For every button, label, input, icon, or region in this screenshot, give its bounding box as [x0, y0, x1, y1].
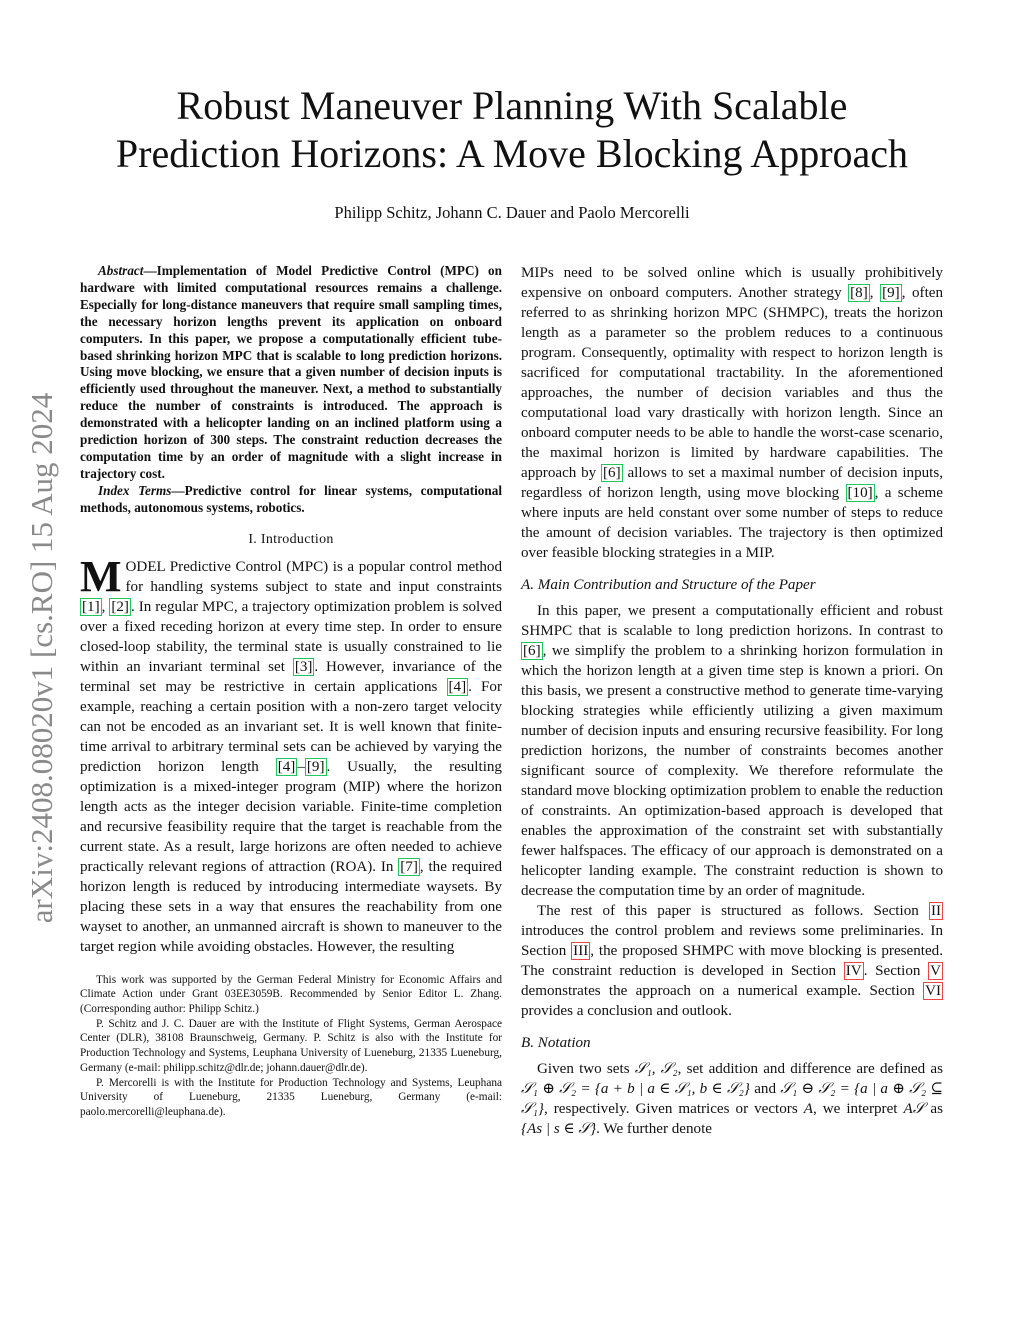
citation-link[interactable]: [4]	[448, 678, 467, 695]
body-text: . We further denote	[596, 1121, 712, 1137]
body-text: and	[749, 1081, 781, 1097]
citation-link[interactable]: [3]	[294, 658, 313, 675]
intro-text: ,	[101, 598, 110, 615]
body-text: introduces the control problem and reviews some preliminaries. In Section	[521, 923, 943, 959]
intro-text: –	[297, 758, 305, 775]
intro-text: . In regular MPC, a trajectory optimization problem is solved over a fixed receding horizon at every time step. In order to ensure closed-loop stability, the terminal state is usually constrained to lie within an invariant terminal set	[80, 598, 503, 675]
body-text: as	[924, 1101, 943, 1117]
body-text: , respectively. Given matrices or vectors	[543, 1101, 804, 1117]
citation-link[interactable]: [7]	[400, 858, 418, 875]
body-text: , a scheme where inputs are held constant over some number of steps to reduce the amount of decision variables. The trajectory is then optimized over feasible blocking strategies in a MIP.	[521, 485, 943, 561]
section-link[interactable]: IV	[845, 963, 862, 979]
body-text: , the proposed SHMPC with move blocking is presented. The constraint reduction is developed in Section	[521, 943, 943, 979]
citation-link[interactable]: [1]	[82, 598, 100, 615]
abstract-text: —Implementation of Model Predictive Control (MPC) on hardware with limited computational resources remains a challenge. Especially for long-distance maneuvers that require small sampling times, the necessary horizon lengths prevent its application on onboard computers. In this paper, we propose a computationally efficient tube-based shrinking horizon MPC that is scalable to long prediction horizons. Using move blocking, we ensure that a given number of decision inputs is efficiently used throughout the maneuver. Next, a method to substantially reduce the number of constraints is introduced. The approach is demonstrated with a helicopter landing on an inclined platform using a prediction horizon of 300 steps. The constraint reduction decreases the computation time by an order of magnitude with a slight increase in trajectory cost.	[80, 263, 502, 481]
section-link[interactable]: V	[930, 963, 941, 979]
body-text: provides a conclusion and outlook.	[521, 1003, 732, 1019]
contribution-paragraph	[521, 601, 943, 901]
body-text: , often referred to as shrinking horizon MPC (SHMPC), treats the horizon length as a parameter so the problem reduces to a continuous program. Consequently, optimality with respect to horizon length is sacrificed for computational tractability. In the aforementioned approaches, the number of decision variables and thus the computational load vary drastically with horizon length. Since an onboard computer needs to be able to handle the worst-case scenario, the maximal horizon is limited by hardware capabilities. The approach by	[521, 285, 944, 481]
body-text: , we interpret	[812, 1101, 904, 1117]
math-expression: A𝒮	[903, 1101, 925, 1117]
intro-paragraph	[80, 551, 503, 957]
section-link[interactable]: VI	[925, 983, 941, 999]
math-expression: 𝒮₁ ⊕ 𝒮₂ = {a + b | a ∈ 𝒮₁, b ∈ 𝒮₂}	[521, 1081, 750, 1097]
footnote-funding: This work was supported by the German Federal Ministry for Economic Affairs and Climate Action under Grant 03EE3059B. Recommended by Senior Editor L. Zhang. (Corresponding author: Philipp Schitz.)	[80, 973, 502, 1015]
drop-cap: M	[80, 551, 122, 601]
abstract	[80, 263, 502, 483]
citation-link[interactable]: [9]	[882, 285, 900, 301]
body-text: ,	[869, 285, 881, 301]
body-text: , we simplify the problem to a shrinking horizon formulation in which the horizon length at a given time step is known a priori. On this basis, we present a constructive method to generate time-varying blocking strategies while efficiently utilizing a given maximum number of decision inputs and ensuring recursive feasibility. For long prediction horizons, the number of constraints becomes another significant source of complexity. We therefore reformulate the standard move blocking optimization problem to enable the reduction of constraints. An optimization-based approach is developed that enables the approximation of the constraint set with substantially fewer halfspaces. The efficacy of our approach is demonstrated on a helicopter landing example. The constraint reduction is shown to decrease the computation time by an order of magnitude.	[521, 643, 943, 899]
index-terms-lead: Index Terms	[98, 482, 172, 498]
body-text: allows to set a maximal number of decision inputs, regardless of horizon length, using move blocking	[521, 465, 944, 501]
notation-paragraph	[521, 1059, 943, 1139]
author-list: Philipp Schitz, Johann C. Dauer and Paolo Mercorelli	[334, 203, 690, 222]
intro-text: . For example, reaching a certain position with a non-zero target velocity can not be encoded as an invariant set. It is well known that finite-time arrival to arbitrary terminal sets can be achieved by varying the prediction horizon length	[80, 678, 503, 775]
section-heading-introduction: I. Introduction	[248, 531, 334, 547]
math-expression: A	[803, 1101, 813, 1117]
body-text: The rest of this paper is structured as follows. Section	[537, 903, 929, 919]
math-expression: 𝒮₁, 𝒮₂	[634, 1061, 678, 1077]
section-link[interactable]: II	[930, 903, 941, 919]
citation-link[interactable]: [9]	[306, 758, 325, 775]
abstract-lead: Abstract	[98, 263, 144, 278]
index-terms-text: —Predictive control for linear systems, computational methods, autonomous systems, robotics.	[80, 482, 502, 515]
footnotes	[80, 973, 502, 1120]
footnote-affiliation-2: P. Mercorelli is with the Institute for Production Technology and Systems, Leuphana University of Lueneburg, 21335 Lueneburg, Germany (e-mail: paolo.mercorelli@leuphana.de).	[80, 1076, 502, 1118]
citation-link[interactable]: [6]	[603, 465, 621, 481]
body-text: MIPs need to be solved online which is usually prohibitively expensive on onboard computers. Another strategy	[521, 265, 943, 301]
subsection-heading-contribution: A. Main Contribution and Structure of the Paper	[521, 577, 816, 593]
body-text: demonstrates the approach on a numerical example. Section	[521, 983, 924, 999]
citation-link[interactable]: [4]	[277, 758, 296, 775]
left-column	[80, 263, 502, 1120]
intro-continuation-paragraph	[521, 263, 943, 563]
citation-link[interactable]: [2]	[111, 598, 129, 615]
math-expression: 𝒮₁ ⊖ 𝒮₂ = {a | a ⊕ 𝒮₂ ⊆ 𝒮₁}	[521, 1081, 944, 1117]
structure-paragraph	[521, 901, 943, 1021]
intro-text: , the required horizon length is reduced by introducing intermediate waysets. By placing these sets in a way that ensures the reachability from one wayset to another, an unmanned aircraft is shown to maneuver to the target region while avoiding obstacles. However, the resulting	[80, 858, 503, 955]
section-link[interactable]: III	[573, 943, 589, 959]
title-line-2: Prediction Horizons: A Move Blocking Approach	[115, 131, 909, 176]
subsection-heading-notation: B. Notation	[521, 1035, 591, 1051]
title-line-1: Robust Maneuver Planning With Scalable	[176, 83, 848, 128]
intro-text: . Usually, the resulting optimization is a mixed-integer program (MIP) where the horizon length acts as the integer decision variable. Finite-time completion and recursive feasibility require that the target is reachable from the current state. As a result, large horizons are often needed to achieve practically relevant regions of attraction (ROA). In	[80, 758, 502, 875]
arxiv-side-identifier: arXiv:2408.08020v1 [cs.RO] 15 Aug 2024	[24, 392, 59, 924]
citation-link[interactable]: [6]	[523, 643, 541, 659]
footnote-affiliation-1: P. Schitz and J. C. Dauer are with the Institute of Flight Systems, German Aerospace Center (DLR), 38108 Braunschweig, Germany. P. Schitz is also with the Institute for Production Technology and Systems, Leuphana University of Lueneburg, 21335 Lueneburg, Germany (e-mail: philipp.schitz@dlr.de; johann.dauer@dlr.de).	[80, 1017, 502, 1074]
body-text: In this paper, we present a computationally efficient and robust SHMPC that is scalable to long prediction horizons. In contrast to	[521, 603, 943, 639]
math-expression: {As | s ∈ 𝒮}	[521, 1121, 597, 1137]
body-text: Given two sets	[537, 1061, 635, 1077]
body-text: , set addition and difference are defined as	[677, 1061, 943, 1077]
index-terms	[80, 483, 502, 517]
intro-text: ODEL Predictive Control (MPC) is a popular control method for handling systems subject to state and input constraints	[125, 558, 502, 595]
citation-link[interactable]: [10]	[847, 485, 873, 501]
paper-title	[60, 82, 964, 178]
citation-link[interactable]: [8]	[850, 285, 868, 301]
intro-text: . However, invariance of the terminal set may be restrictive in certain applications	[80, 658, 502, 695]
body-text: . Section	[863, 963, 929, 979]
right-column	[521, 263, 943, 1139]
